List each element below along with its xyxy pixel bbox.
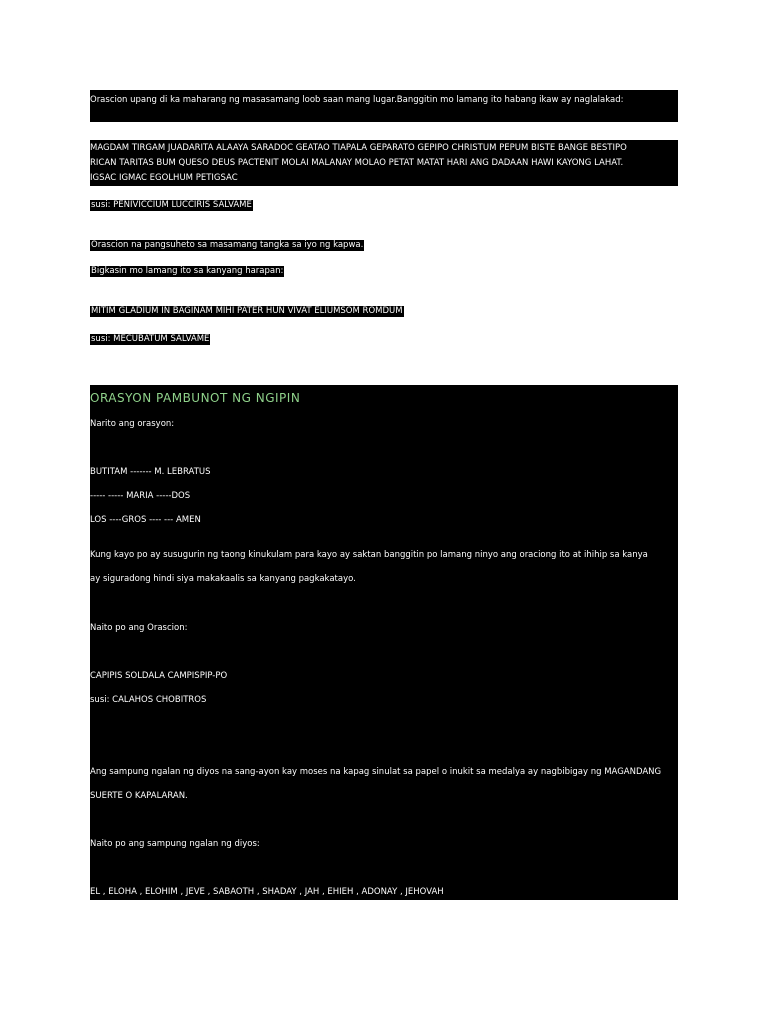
section-line: LOS ----GROS ---- --- AMEN — [90, 515, 201, 525]
susi1-text: susi: PENIVICCIUM LUCCIRIS SALVAME — [91, 200, 252, 210]
susi2-text: susi: MECUBATUM SALVAME — [91, 334, 210, 344]
section-line: EL , ELOHA , ELOHIM , JEVE , SABAOTH , SHADAY , JAH , EHIEH , ADONAY , JEHOVAH — [90, 887, 444, 897]
chant1-line: IGSAC IGMAC EGOLHUM PETIGSAC — [90, 173, 238, 183]
intro-text: Orascion upang di ka maharang ng masasamang loob saan mang lugar.Banggitin mo lamang ito habang ikaw ay naglalakad: — [90, 95, 624, 105]
section-line: BUTITAM ------- M. LEBRATUS — [90, 467, 211, 477]
section-line: Kung kayo po ay susugurin ng taong kinukulam para kayo ay saktan banggitin po lamang ninyo ang oraciong ito at ihihip sa kanya — [90, 550, 648, 560]
section-line: ----- ----- MARIA -----DOS — [90, 491, 191, 501]
chant1-line: RICAN TARITAS BUM QUESO DEUS PACTENIT MOLAI MALANAY MOLAO PETAT MATAT HARI ANG DADAAN HAWI KAYONG LAHAT. — [90, 158, 624, 168]
chant1-line: MAGDAM TIRGAM JUADARITA ALAAYA SARADOC GEATAO TIAPALA GEPARATO GEPIPO CHRISTUM PEPUM BISTE BANGE BESTIPO — [90, 143, 627, 153]
section-line: Naito po ang sampung ngalan ng diyos: — [90, 839, 260, 849]
section-heading: ORASYON PAMBUNOT NG NGIPIN — [90, 391, 301, 405]
intro-block — [90, 90, 678, 122]
orascion2-instruction: Bigkasin mo lamang ito sa kanyang harapan: — [91, 266, 284, 276]
section-line: SUERTE O KAPALARAN. — [90, 791, 188, 801]
section-line: susi: CALAHOS CHOBITROS — [90, 695, 207, 705]
section-line: Narito ang orasyon: — [90, 419, 175, 429]
orascion2-title: Orascion na pangsuheto sa masamang tangka sa iyo ng kapwa. — [91, 240, 364, 250]
section-line: Ang sampung ngalan ng diyos na sang-ayon kay moses na kapag sinulat sa papel o inukit sa medalya ay nagbibigay ng MAGANDANG — [90, 767, 662, 777]
section-line: CAPIPIS SOLDALA CAMPISPIP-PO — [90, 671, 228, 681]
chant1-block — [90, 140, 678, 186]
section-line: ay siguradong hindi siya makakaalis sa kanyang pagkakatayo. — [90, 574, 356, 584]
chant2-text: MITIM GLADIUM IN BAGINAM MIHI PATER HUN VIVAT ELIUMSOM ROMDUM — [91, 306, 403, 316]
section-block — [90, 385, 678, 900]
section-line: Naito po ang Orascion: — [90, 623, 188, 633]
